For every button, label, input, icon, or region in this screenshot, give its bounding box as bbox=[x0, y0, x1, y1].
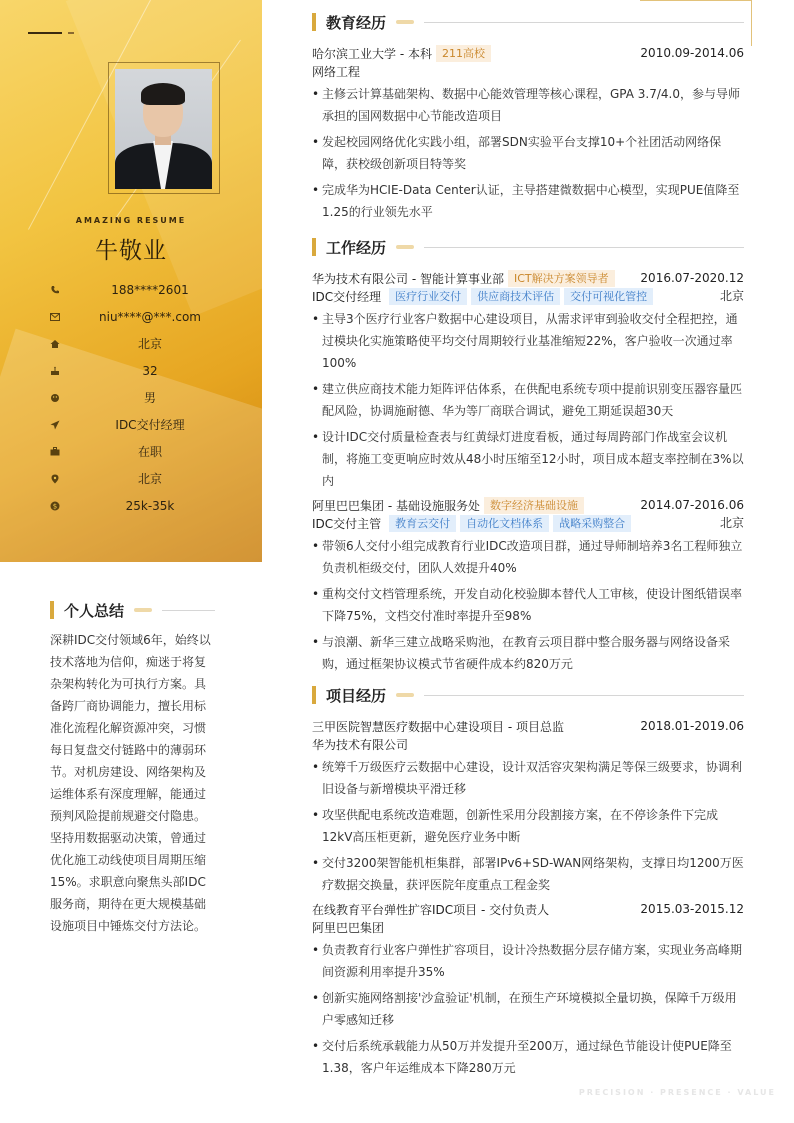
project-entry bbox=[312, 717, 744, 896]
candidate-name: 牛敬业 bbox=[95, 238, 167, 264]
decor-dash bbox=[68, 32, 74, 34]
title-divider bbox=[424, 695, 744, 696]
decor-line bbox=[751, 0, 752, 46]
education-title: 教育经历 bbox=[326, 13, 387, 32]
info-status bbox=[48, 438, 238, 465]
project-bullets bbox=[312, 939, 744, 1079]
list-item: • 建立供应商技术能力矩阵评估体系，在供配电系统专项中提前识别变压器容量匹配风险，协调施耐德、华为等厂商联合调试，避免工期延误超30天 bbox=[312, 378, 744, 422]
list-item: • 交付后系统承载能力从50万并发提升至200万，通过绿色节能设计使PUE降至1.38，客户年运维成本下降280万元 bbox=[312, 1035, 744, 1079]
education-section bbox=[312, 12, 744, 227]
company-tag: ICT解决方案领导者 bbox=[508, 270, 615, 287]
list-item: • 设计IDC交付质量检查表与红黄绿灯进度看板，通过每周跨部门作战室会议机制，将施工变更响应时效从48小时压缩至12小时，项目成本超支率控制在3%以内 bbox=[312, 426, 744, 492]
project-bullets bbox=[312, 756, 744, 896]
project-date: 2015.03-2015.12 bbox=[640, 902, 744, 916]
title-accent-bar bbox=[312, 238, 316, 256]
gender-icon bbox=[48, 391, 62, 405]
info-gender bbox=[48, 384, 238, 411]
home-value: 北京 bbox=[137, 337, 162, 351]
salary-value: 25k-35k bbox=[125, 498, 175, 513]
skill-tag: 供应商技术评估 bbox=[471, 288, 560, 305]
location-value: 北京 bbox=[137, 472, 162, 486]
job-date: 2016.07-2020.12 bbox=[640, 271, 744, 285]
list-item: • 攻坚供配电系统改造难题，创新性采用分段割接方案，在不停诊条件下完成12kV高压柜更新，避免医疗业务中断 bbox=[312, 804, 744, 848]
position-value: IDC交付经理 bbox=[115, 418, 185, 432]
company-name: 阿里巴巴集团 - 基础设施服务处 bbox=[312, 498, 480, 513]
info-salary bbox=[48, 492, 238, 519]
company-tag: 数字经济基础设施 bbox=[484, 497, 584, 514]
job-bullets bbox=[312, 535, 744, 675]
project-org-line bbox=[312, 735, 744, 753]
email-icon bbox=[48, 310, 62, 324]
job-bullets bbox=[312, 308, 744, 492]
summary-title: 个人总结 bbox=[64, 601, 125, 620]
job-entry bbox=[312, 496, 744, 675]
age-value: 32 bbox=[142, 363, 158, 378]
location-pin-icon bbox=[48, 472, 62, 486]
list-item: • 发起校园网络优化实践小组，部署SDN实验平台支撑10+个社团活动网络保障，获校级创新项目特等奖 bbox=[312, 131, 744, 175]
project-org: 阿里巴巴集团 bbox=[312, 920, 385, 935]
decor-dash bbox=[28, 32, 62, 34]
project-header bbox=[312, 717, 744, 735]
title-divider bbox=[424, 247, 744, 248]
list-item: • 主修云计算基础架构、数据中心能效管理等核心课程，GPA 3.7/4.0，参与导师承担的国网数据中心节能改造项目 bbox=[312, 83, 744, 127]
skill-tag: 医疗行业交付 bbox=[389, 288, 467, 305]
company-name: 华为技术有限公司 - 智能计算事业部 bbox=[312, 271, 504, 286]
project-header bbox=[312, 900, 744, 918]
work-heading bbox=[312, 237, 744, 257]
info-email bbox=[48, 303, 238, 330]
summary-heading bbox=[50, 600, 215, 620]
title-pill bbox=[134, 608, 152, 612]
list-item: • 负责教育行业客户弹性扩容项目，设计冷热数据分层存储方案，实现业务高峰期间资源利用率提升35% bbox=[312, 939, 744, 983]
project-name: 在线教育平台弹性扩容IDC项目 - 交付负责人 bbox=[312, 902, 550, 917]
svg-text:$: $ bbox=[52, 502, 58, 510]
info-position bbox=[48, 411, 238, 438]
school-tag: 211高校 bbox=[436, 45, 491, 62]
list-item: • 交付3200架智能机柜集群，部署IPv6+SD-WAN网络架构，支撑日均1200万医疗数据交换量，获评医院年度重点工程金奖 bbox=[312, 852, 744, 896]
project-date: 2018.01-2019.06 bbox=[640, 719, 744, 733]
info-location bbox=[48, 465, 238, 492]
info-age bbox=[48, 357, 238, 384]
list-item: • 主导3个医疗行业客户数据中心建设项目，从需求评审到验收交付全程把控，通过模块化实施策略使平均交付周期较行业基准缩短22%，客户验收一次通过率100% bbox=[312, 308, 744, 374]
project-org: 华为技术有限公司 bbox=[312, 737, 409, 752]
title-pill bbox=[396, 245, 414, 249]
job-location: 北京 bbox=[719, 516, 744, 530]
job-role: IDC交付主管 bbox=[312, 516, 382, 531]
decor-line bbox=[640, 0, 752, 1]
status-value: 在职 bbox=[137, 445, 162, 459]
title-pill bbox=[396, 693, 414, 697]
school-name: 哈尔滨工业大学 - 本科 bbox=[312, 46, 432, 61]
job-header bbox=[312, 496, 744, 514]
work-section bbox=[312, 237, 744, 679]
list-item: • 创新实施网络割接'沙盒验证'机制，在预生产环境模拟全量切换，保障千万级用户零感知迁移 bbox=[312, 987, 744, 1031]
job-role-line bbox=[312, 514, 744, 532]
gender-value: 男 bbox=[143, 391, 156, 405]
projects-title: 项目经历 bbox=[326, 686, 387, 705]
education-date: 2010.09-2014.06 bbox=[640, 46, 744, 60]
work-title: 工作经历 bbox=[326, 238, 387, 257]
title-accent-bar bbox=[50, 601, 54, 619]
skill-tag: 战略采购整合 bbox=[553, 515, 631, 532]
birthday-cake-icon bbox=[48, 364, 62, 378]
projects-section bbox=[312, 685, 744, 1083]
title-divider bbox=[424, 22, 744, 23]
skill-tag: 交付可视化管控 bbox=[564, 288, 653, 305]
summary-text: 深耕IDC交付领域6年，始终以技术落地为信仰，痴迷于将复杂架构转化为可执行方案。具备跨厂商协调能力，擅长用标准化流程化解资源冲突，习惯每日复盘交付链路中的薄弱环节。对机房建设、网络架构及运维体系有深度理解，能通过预判风险提前规避交付隐患。坚持用数据驱动决策，曾通过优化施工动线使项目周期压缩15%。求职意向聚焦头部IDC服务商，期待在更大规模基础设施项目中锤炼交付方法论。 bbox=[50, 633, 211, 933]
major: 网络工程 bbox=[312, 64, 361, 79]
title-divider bbox=[162, 610, 215, 611]
list-item: • 带领6人交付小组完成教育行业IDC改造项目群，通过导师制培养3名工程师独立负责机柜级交付，团队人效提升40% bbox=[312, 535, 744, 579]
projects-heading bbox=[312, 685, 744, 705]
job-entry bbox=[312, 269, 744, 492]
list-item: • 与浪潮、新华三建立战略采购池，在教育云项目群中整合服务器与网络设备采购，通过框架协议模式节省硬件成本约820万元 bbox=[312, 631, 744, 675]
project-entry bbox=[312, 900, 744, 1079]
title-accent-bar bbox=[312, 686, 316, 704]
education-entry-header bbox=[312, 44, 744, 62]
project-name: 三甲医院智慧医疗数据中心建设项目 - 项目总监 bbox=[312, 719, 564, 734]
title-pill bbox=[396, 20, 414, 24]
skill-tag: 自动化文档体系 bbox=[460, 515, 549, 532]
education-heading bbox=[312, 12, 744, 32]
info-home bbox=[48, 330, 238, 357]
avatar bbox=[115, 69, 212, 189]
contact-info-list bbox=[48, 276, 238, 519]
list-item: • 完成华为HCIE-Data Center认证，主导搭建微数据中心模型，实现PUE值降至1.25的行业领先水平 bbox=[312, 179, 744, 223]
footer-slogan: PRECISION · PRESENCE · VALUE bbox=[578, 1088, 776, 1097]
project-org-line bbox=[312, 918, 744, 936]
job-date: 2014.07-2016.06 bbox=[640, 498, 744, 512]
job-location: 北京 bbox=[719, 289, 744, 303]
phone-icon bbox=[48, 283, 62, 297]
info-phone bbox=[48, 276, 238, 303]
title-accent-bar bbox=[312, 13, 316, 31]
list-item: • 统筹千万级医疗云数据中心建设，设计双活容灾架构满足等保三级要求，协调利旧设备与新增模块平滑迁移 bbox=[312, 756, 744, 800]
salary-icon bbox=[48, 499, 62, 513]
job-header bbox=[312, 269, 744, 287]
job-role-line bbox=[312, 287, 744, 305]
resume-tagline: AMAZING RESUME bbox=[75, 216, 187, 225]
briefcase-icon bbox=[48, 445, 62, 459]
list-item: • 重构交付文档管理系统，开发自动化校验脚本替代人工审核，使设计图纸错误率下降75%，文档交付准时率提升至98% bbox=[312, 583, 744, 627]
education-bullets bbox=[312, 83, 744, 223]
job-role: IDC交付经理 bbox=[312, 289, 382, 304]
email-value: niu****@***.com bbox=[99, 309, 201, 324]
home-icon bbox=[48, 337, 62, 351]
phone-value: 188****2601 bbox=[111, 282, 189, 297]
paper-plane-icon bbox=[48, 418, 62, 432]
education-major-line bbox=[312, 62, 744, 80]
skill-tag: 教育云交付 bbox=[389, 515, 456, 532]
